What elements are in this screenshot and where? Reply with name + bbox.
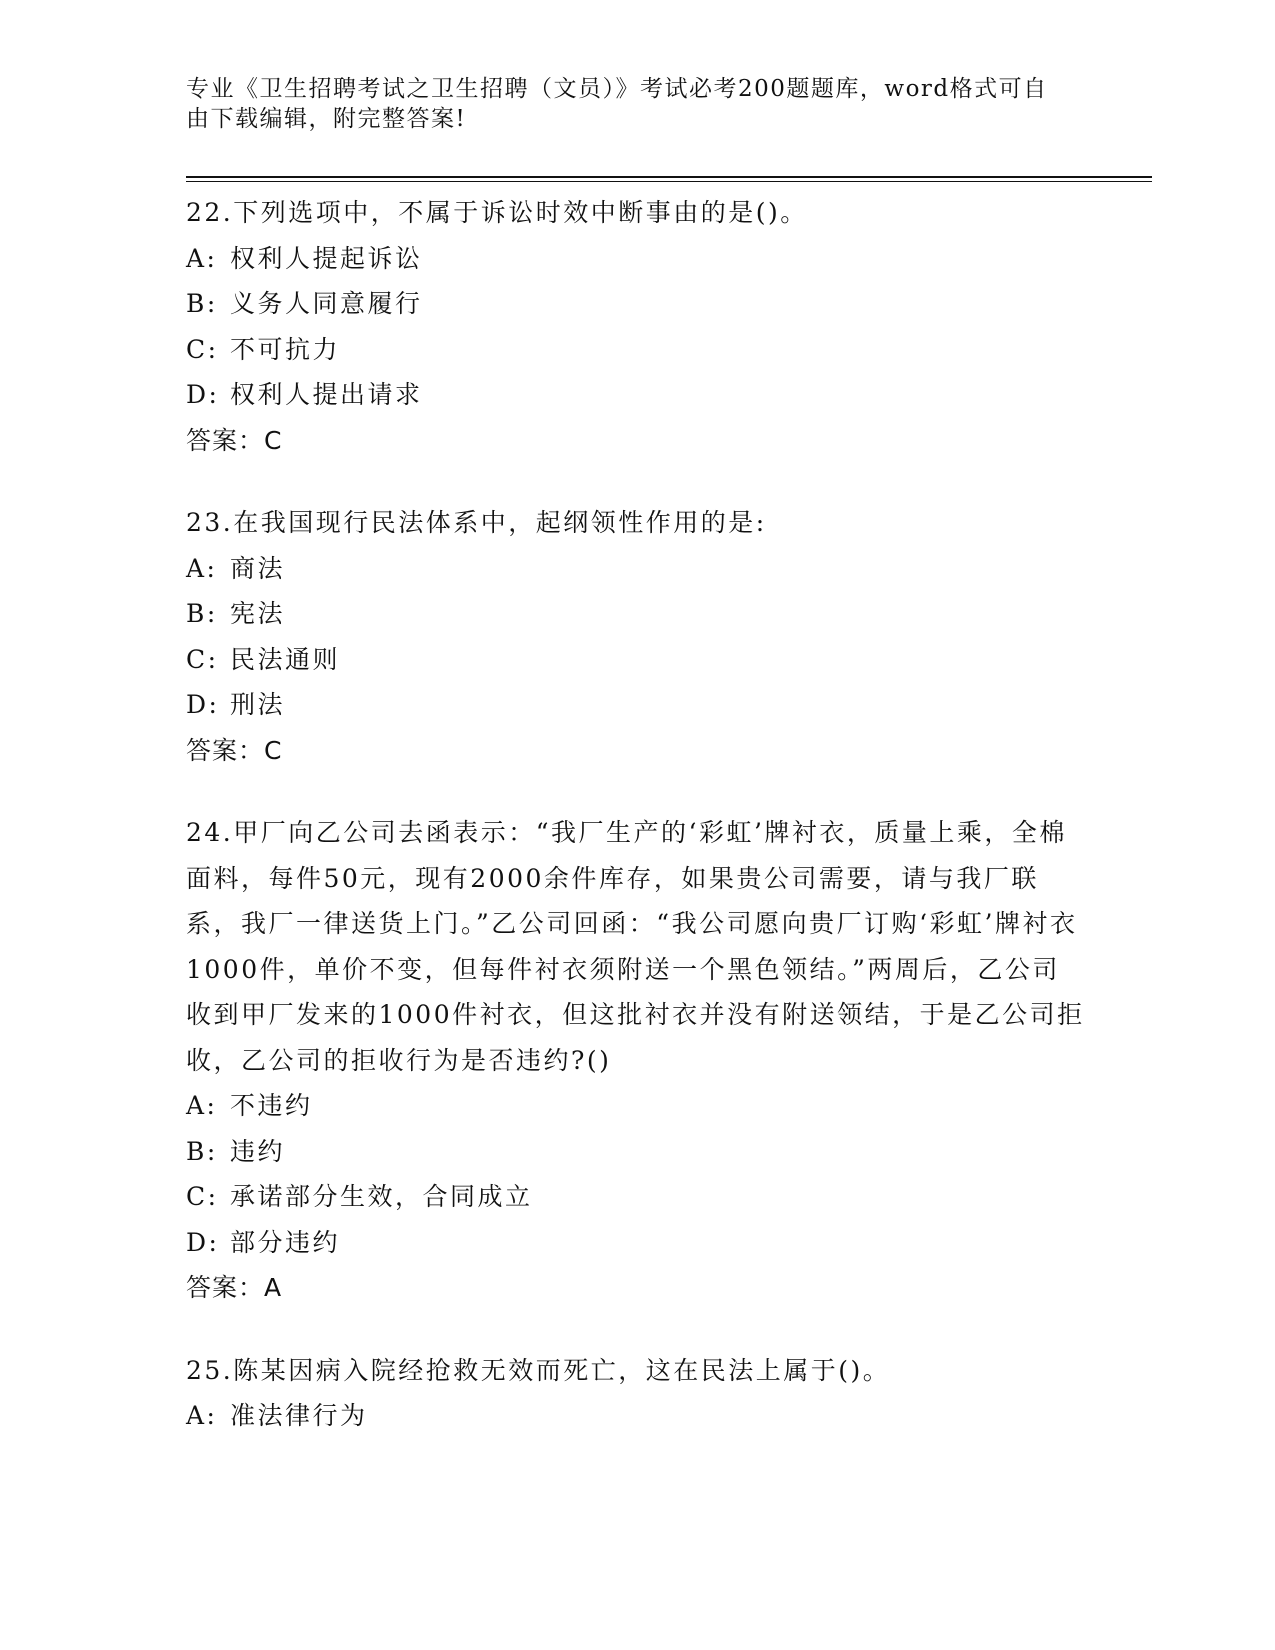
option-text: 部分违约 <box>230 1227 341 1257</box>
answer-line: 答案：C <box>186 735 283 765</box>
question-23 <box>186 500 1086 773</box>
option-letter: C: <box>186 644 219 674</box>
option-b <box>186 281 1086 327</box>
option-text: 权利人提出请求 <box>230 380 423 409</box>
option-letter: D: <box>186 690 220 719</box>
option-d <box>186 682 1086 728</box>
option-letter: B: <box>186 289 218 318</box>
option-d <box>186 372 1086 418</box>
option-letter: D: <box>186 380 220 409</box>
option-text: 义务人同意履行 <box>230 289 423 318</box>
option-a <box>186 1083 1086 1129</box>
option-text: 承诺部分生效，合同成立 <box>230 1182 533 1211</box>
question-stem: 23.在我国现行民法体系中，起纲领性作用的是: <box>186 508 767 537</box>
option-letter: C: <box>186 334 219 364</box>
question-stem: 22.下列选项中，不属于诉讼时效中断事由的是()。 <box>186 198 808 227</box>
option-text: 权利人提起诉讼 <box>230 243 423 273</box>
option-a <box>186 236 1086 282</box>
option-d <box>186 1220 1086 1266</box>
option-b <box>186 591 1086 637</box>
option-letter: A: <box>186 243 218 273</box>
header-rule-thick <box>186 176 1152 178</box>
header-rule-thin <box>186 181 1152 182</box>
answer-line: 答案：A <box>186 1273 283 1302</box>
option-text: 不可抗力 <box>230 334 341 364</box>
option-letter: B: <box>186 599 218 628</box>
question-stem: 24.甲厂向乙公司去函表示：“我厂生产的‘彩虹’牌衬衣，质量上乘，全棉面料，每件50元，现有2000余件库存，如果贵公司需要，请与我厂联系，我厂一律送货上门。”乙公司回函：“我公司愿向贵厂订购‘彩虹’牌衬衣1000件，单价不变，但每件衬衣须附送一个黑色领结。”两周后，乙公司收到甲厂发来的1000件衬衣，但这批衬衣并没有附送领结，于是乙公司拒收，乙公司的拒收行为是否违约?() <box>186 818 1085 1075</box>
answer-line: 答案：C <box>186 425 283 455</box>
option-c <box>186 1174 1086 1220</box>
option-letter: A: <box>186 553 218 583</box>
option-c <box>186 327 1086 373</box>
option-text: 不违约 <box>230 1091 313 1120</box>
option-text: 商法 <box>230 553 286 583</box>
option-text: 刑法 <box>230 690 286 719</box>
question-list <box>186 190 1086 1476</box>
option-a <box>186 1393 1086 1439</box>
question-24 <box>186 810 1086 1311</box>
question-25 <box>186 1348 1086 1439</box>
question-stem: 25.陈某因病入院经抢救无效而死亡，这在民法上属于()。 <box>186 1355 891 1385</box>
option-c <box>186 637 1086 683</box>
option-text: 民法通则 <box>230 644 341 674</box>
option-text: 宪法 <box>230 599 286 628</box>
option-letter: A: <box>186 1091 218 1120</box>
option-b <box>186 1129 1086 1175</box>
option-text: 准法律行为 <box>230 1401 368 1430</box>
document-header: 专业《卫生招聘考试之卫生招聘（文员）》考试必考200题题库，word格式可自由下载编辑，附完整答案! <box>186 76 1048 132</box>
option-letter: B: <box>186 1136 218 1166</box>
option-text: 违约 <box>230 1136 286 1166</box>
option-a <box>186 546 1086 592</box>
option-letter: D: <box>186 1227 220 1257</box>
option-letter: C: <box>186 1182 219 1211</box>
question-22 <box>186 190 1086 463</box>
option-letter: A: <box>186 1401 218 1430</box>
